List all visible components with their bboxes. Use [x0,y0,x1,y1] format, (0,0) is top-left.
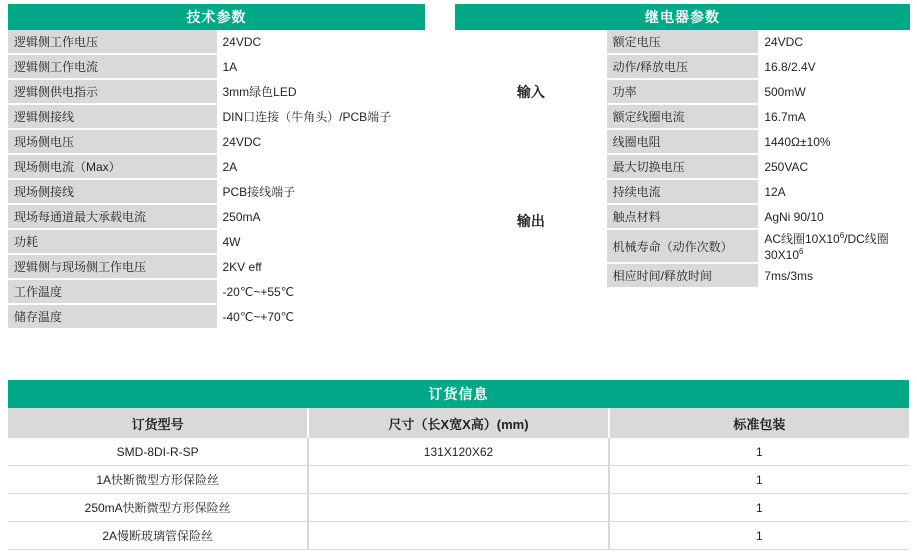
table-row [8,522,909,550]
row-label: 功率 [607,79,759,104]
tech-spec-title: 技术参数 [8,4,425,30]
row-value: 24VDC [217,129,426,154]
relay-spec-body [455,4,910,288]
row-value: 24VDC [217,30,426,54]
order-info-table [8,380,909,550]
relay-spec-title: 继电器参数 [455,4,910,30]
table-row [8,229,425,254]
tech-spec-table [8,4,425,330]
row-value: 1440Ω±10% [758,129,910,154]
cell-model: 2A慢断玻璃管保险丝 [8,522,308,550]
row-value: 250mA [217,204,426,229]
row-label: 触点材料 [607,204,759,229]
row-label: 额定线圈电流 [607,104,759,129]
row-label: 持续电流 [607,179,759,204]
table-row [8,30,425,54]
row-label: 现场侧电压 [8,129,217,154]
cell-package: 1 [609,438,909,466]
row-label: 逻辑侧接线 [8,104,217,129]
row-value: AC线圈$10X10^6/DC$线圈$30X10^6$ [758,229,910,263]
table-row [8,254,425,279]
row-label: 功耗 [8,229,217,254]
row-value: 1A [217,54,426,79]
table-row [8,129,425,154]
row-value: 2A [217,154,426,179]
table-row [8,154,425,179]
cell-model: SMD-8DI-R-SP [8,438,308,466]
row-label: 现场侧电流（Max） [8,154,217,179]
table-row [8,438,909,466]
tech-spec-body [8,4,425,329]
row-value: -40℃~+70℃ [217,304,426,329]
row-label: 额定电压 [607,30,759,54]
table-row [8,466,909,494]
cell-package: 1 [609,494,909,522]
cell-size [308,494,608,522]
table-row [8,494,909,522]
table-row [8,179,425,204]
table-row [455,154,910,179]
table-row [8,79,425,104]
row-value: 12A [758,179,910,204]
cell-package: 1 [609,466,909,494]
column-header-package: 标准包装 [609,408,909,438]
row-label: 逻辑侧供电指示 [8,79,217,104]
row-label: 线圈电阻 [607,129,759,154]
table-row [455,30,910,54]
tech-spec-header-row [8,4,425,30]
table-row [8,204,425,229]
row-value: 3mm绿色LED [217,79,426,104]
row-value: 16.8/2.4V [758,54,910,79]
row-value: 7ms/3ms [758,263,910,288]
order-column-header-row [8,408,909,438]
row-value: 2KV eff [217,254,426,279]
order-info-title: 订货信息 [8,380,909,408]
relay-spec-table [455,4,910,289]
table-row [8,279,425,304]
column-header-model: 订货型号 [8,408,308,438]
row-label: 相应时间/释放时间 [607,263,759,288]
table-row [8,54,425,79]
row-value: -20℃~+55℃ [217,279,426,304]
row-label: 机械寿命（动作次数） [607,229,759,263]
cell-size [308,466,608,494]
row-value: AgNi 90/10 [758,204,910,229]
cell-model: 250mA快断微型方形保险丝 [8,494,308,522]
group-label-output: 输出 [455,154,607,288]
row-value: DIN口连接（牛角头）/PCB端子 [217,104,426,129]
row-label: 逻辑侧工作电压 [8,30,217,54]
cell-model: 1A快断微型方形保险丝 [8,466,308,494]
relay-spec-header-row [455,4,910,30]
row-label: 现场每通道最大承载电流 [8,204,217,229]
row-label: 现场侧接线 [8,179,217,204]
table-row [8,104,425,129]
row-value: PCB接线端子 [217,179,426,204]
row-label: 储存温度 [8,304,217,329]
row-label: 逻辑侧与现场侧工作电压 [8,254,217,279]
row-value: 500mW [758,79,910,104]
order-info-body [8,380,909,550]
cell-size: 131X120X62 [308,438,608,466]
order-info-header-row [8,380,909,408]
column-header-size: 尺寸（长X宽X高）(mm) [308,408,608,438]
row-label: 逻辑侧工作电流 [8,54,217,79]
row-value: 250VAC [758,154,910,179]
row-label: 最大切换电压 [607,154,759,179]
table-row [8,304,425,329]
group-label-input: 输入 [455,30,607,154]
row-value: 16.7mA [758,104,910,129]
row-label: 动作/释放电压 [607,54,759,79]
row-value: 4W [217,229,426,254]
row-label: 工作温度 [8,279,217,304]
row-value: 24VDC [758,30,910,54]
cell-size [308,522,608,550]
cell-package: 1 [609,522,909,550]
